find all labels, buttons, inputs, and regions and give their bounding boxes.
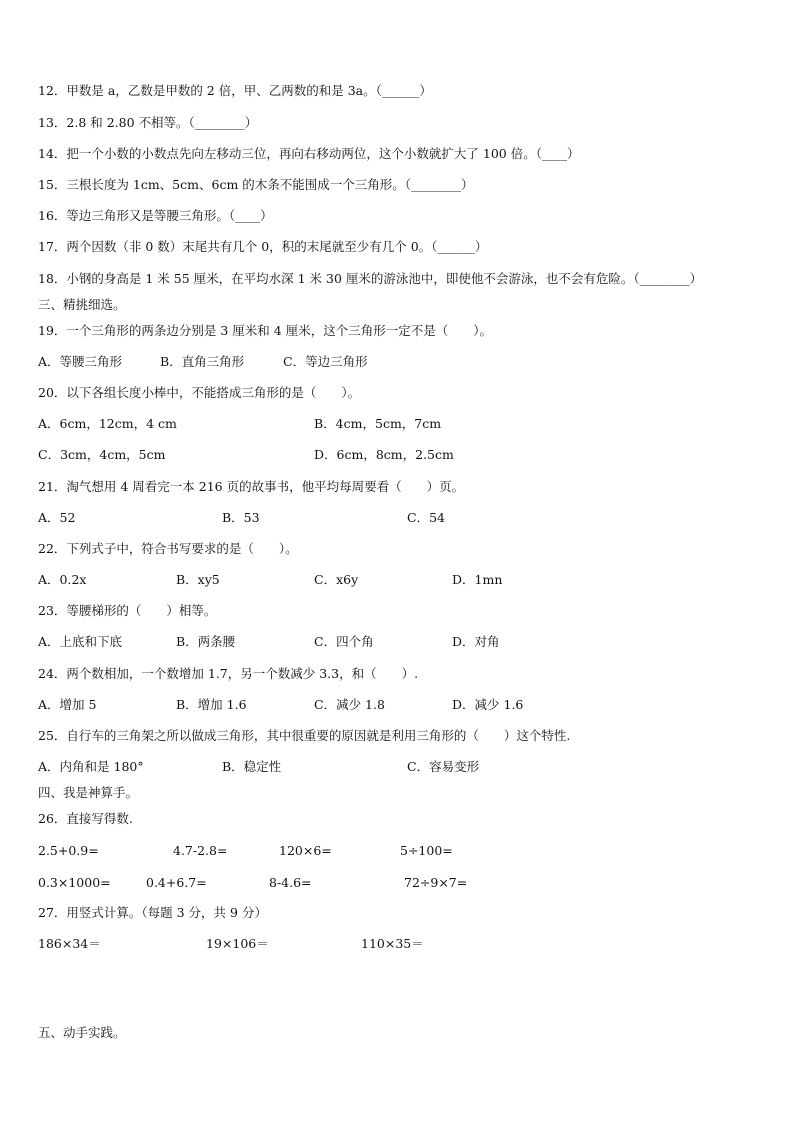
q21-option-b: B．53	[222, 510, 260, 525]
q22-option-c: C．x6y	[314, 572, 359, 587]
vertical-calc-item: 186×34＝	[38, 936, 101, 951]
vertical-calc-item: 19×106＝	[206, 936, 269, 951]
question-19: 19．一个三角形的两条边分别是 3 厘米和 4 厘米，这个三角形一定不是（ ）。	[38, 323, 492, 338]
q20-option-d: D．6cm，8cm，2.5cm	[314, 447, 454, 462]
q25-option-b: B．稳定性	[222, 759, 282, 774]
q19-option-c: C．等边三角形	[283, 354, 368, 369]
q24-option-a: A．增加 5	[38, 697, 97, 712]
question-14: 14．把一个小数的小数点先向左移动三位，再向右移动两位，这个小数就扩大了 100 倍。（____）	[38, 146, 580, 161]
q22-option-b: B．xy5	[176, 572, 220, 587]
q23-option-c: C．四个角	[314, 634, 374, 649]
q22-option-d: D．1mn	[452, 572, 503, 587]
q24-option-d: D．减少 1.6	[452, 697, 524, 712]
q23-option-a: A．上底和下底	[38, 634, 123, 649]
calc-item: 0.4+6.7=	[146, 875, 207, 890]
calc-item: 8-4.6=	[269, 875, 312, 890]
calc-item: 72÷9×7=	[404, 875, 468, 890]
calc-item: 4.7-2.8=	[173, 843, 228, 858]
question-27: 27．用竖式计算。（每题 3 分，共 9 分）	[38, 905, 267, 920]
question-25: 25．自行车的三角架之所以做成三角形，其中很重要的原因就是利用三角形的（ ）这个特性.	[38, 728, 571, 743]
q23-option-b: B．两条腰	[176, 634, 236, 649]
q25-option-a: A．内角和是 180°	[38, 759, 144, 774]
calc-item: 0.3×1000=	[38, 875, 111, 890]
section-heading-5: 五、动手实践。	[38, 1025, 126, 1040]
q19-option-b: B．直角三角形	[160, 354, 245, 369]
calc-item: 120×6=	[279, 843, 332, 858]
question-23: 23．等腰梯形的（ ）相等。	[38, 603, 217, 618]
question-17: 17．两个因数（非 0 数）末尾共有几个 0，积的末尾就至少有几个 0。（______）	[38, 239, 488, 254]
question-21: 21．淘气想用 4 周看完一本 216 页的故事书，他平均每周要看（ ）页。	[38, 479, 465, 494]
q21-option-a: A．52	[38, 510, 76, 525]
question-24: 24．两个数相加，一个数增加 1.7，另一个数减少 3.3，和（ ）.	[38, 666, 419, 681]
question-26: 26．直接写得数.	[38, 811, 133, 826]
question-15: 15．三根长度为 1cm、5cm、6cm 的木条不能围成一个三角形。（________）	[38, 177, 474, 192]
q20-option-a: A．6cm，12cm，4 cm	[38, 416, 177, 431]
question-18: 18．小钢的身高是 1 米 55 厘米，在平均水深 1 米 30 厘米的游泳池中，即使他不会游泳，也不会有危险。（________）	[38, 271, 703, 286]
calc-item: 5÷100=	[400, 843, 453, 858]
question-16: 16．等边三角形又是等腰三角形。（____）	[38, 208, 273, 223]
q24-option-c: C．减少 1.8	[314, 697, 385, 712]
q21-option-c: C．54	[407, 510, 445, 525]
q23-option-d: D．对角	[452, 634, 500, 649]
question-12: 12．甲数是 a，乙数是甲数的 2 倍，甲、乙两数的和是 3a。（______）	[38, 83, 432, 98]
calc-item: 2.5+0.9=	[38, 843, 99, 858]
q20-option-c: C．3cm，4cm，5cm	[38, 447, 166, 462]
vertical-calc-item: 110×35＝	[361, 936, 424, 951]
question-13: 13．2.8 和 2.80 不相等。（________）	[38, 115, 258, 130]
q22-option-a: A．0.2x	[38, 572, 87, 587]
question-22: 22．下列式子中，符合书写要求的是（ ）。	[38, 541, 298, 556]
q19-option-a: A．等腰三角形	[38, 354, 123, 369]
q24-option-b: B．增加 1.6	[176, 697, 247, 712]
q25-option-c: C．容易变形	[407, 759, 480, 774]
section-heading-3: 三、精挑细选。	[38, 297, 126, 312]
section-heading-4: 四、我是神算手。	[38, 785, 139, 800]
question-20: 20．以下各组长度小棒中，不能搭成三角形的是（ ）。	[38, 385, 361, 400]
q20-option-b: B．4cm，5cm，7cm	[314, 416, 442, 431]
